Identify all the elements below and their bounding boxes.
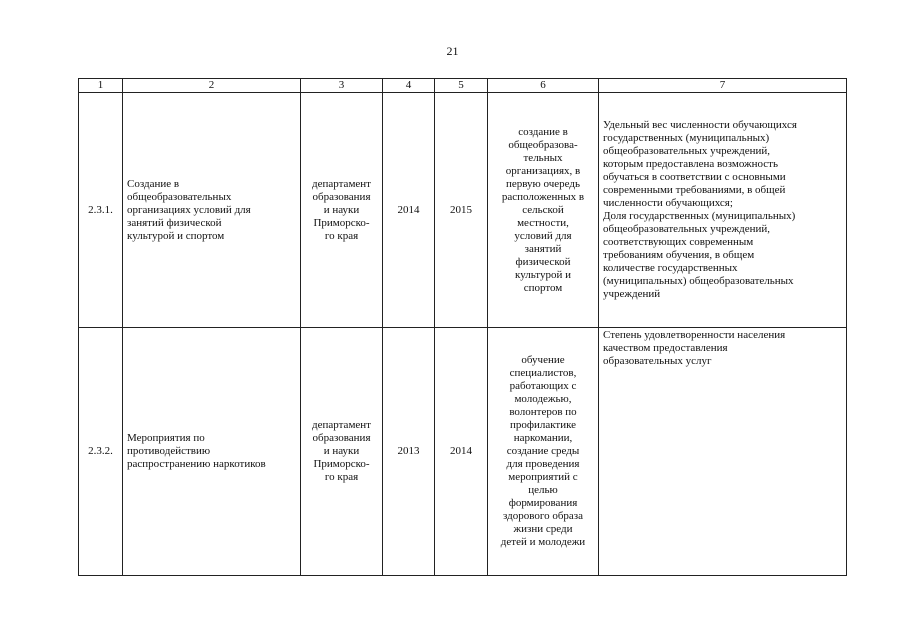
column-number: 1 — [79, 79, 123, 93]
column-number: 5 — [435, 79, 488, 93]
column-number: 2 — [123, 79, 301, 93]
end-year: 2014 — [450, 445, 472, 457]
column-number: 7 — [599, 79, 847, 93]
measure-name: Создание в общеобразовательных организациях условий для занятий физической культурой и спортом — [127, 177, 251, 242]
table-row — [79, 328, 847, 576]
measure-description: создание в общеобразова- тельных организациях, в первую очередь расположенных в сельской местности, условий для занятий физической культурой и спортом — [501, 125, 585, 294]
end-year: 2015 — [450, 203, 472, 216]
measures-table — [78, 78, 847, 576]
column-number: 6 — [488, 79, 599, 93]
page-number: 21 — [446, 44, 459, 58]
target-indicators: Удельный вес численности обучающихся государственных (муниципальных) общеобразовательных учреждений, которым предоставлена возможность обучаться в соответствии с основными современными требованиями, в общей численности обучающихся; Доля государственных (муниципальных) общеобразовательных учреждений, соответствующих современным требованиям обучения, в общем количестве государственных (муниципальных) общеобразовательных учреждений — [603, 119, 797, 300]
start-year: 2013 — [397, 445, 420, 457]
start-year: 2014 — [397, 203, 420, 216]
column-number: 3 — [301, 79, 383, 93]
measure-name: Мероприятия по противодействию распространению наркотиков — [127, 432, 266, 470]
measure-description: обучение специалистов, работающих с молодежью, волонтеров по профилактике наркомании, создание среды для проведения мероприятий с целью формирования здорового образа жизни среди детей и молодежи — [500, 354, 586, 548]
table-row — [79, 93, 847, 328]
executor: департамент образования и науки Приморско- го края — [312, 419, 371, 483]
column-number-row — [79, 79, 847, 93]
item-number: 2.3.2. — [88, 445, 113, 457]
target-indicators: Степень удовлетворенности населения качеством предоставления образовательных услуг — [603, 329, 786, 367]
column-number: 4 — [383, 79, 435, 93]
item-number: 2.3.1. — [88, 203, 113, 216]
executor: департамент образования и науки Приморско- го края — [312, 177, 371, 242]
